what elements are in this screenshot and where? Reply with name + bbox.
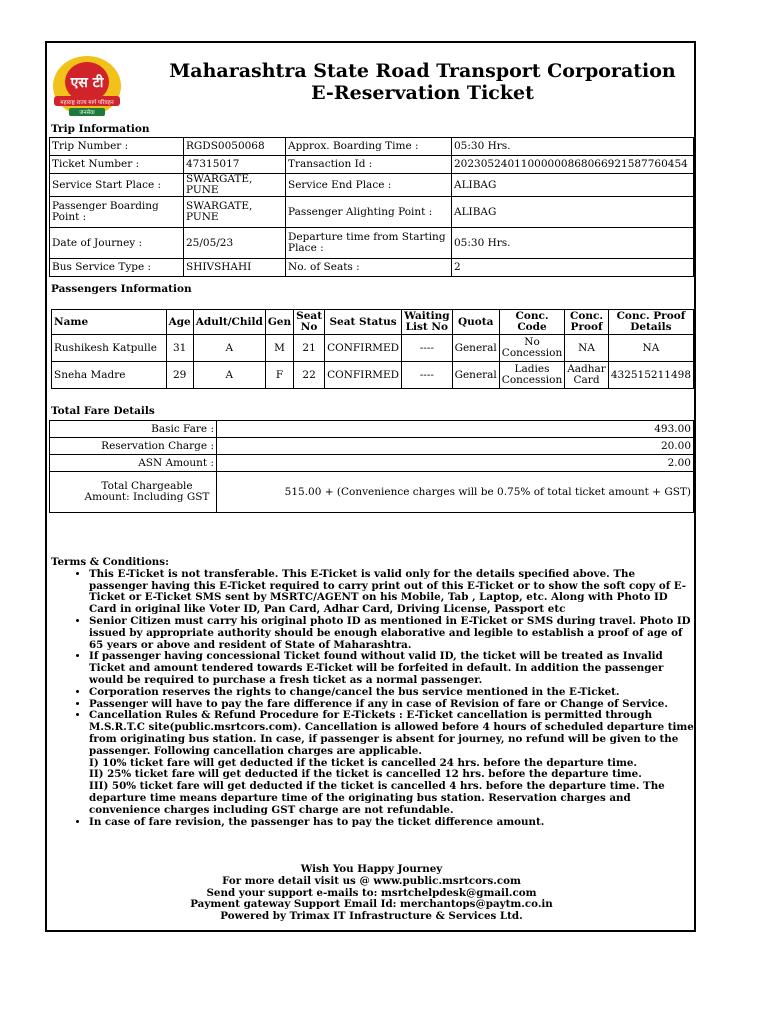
fare-value: 20.00 (217, 438, 694, 455)
table-cell: 29 (166, 362, 193, 389)
trip-value: 20230524011000000868066921587760454 (452, 156, 694, 174)
table-cell: General (452, 335, 499, 362)
trip-label: Passenger Boarding Point : (50, 197, 184, 228)
table-cell: A (193, 335, 265, 362)
fare-row (50, 438, 694, 455)
column-header: Seat No (294, 310, 325, 335)
svg-text:महाराष्ट्र राज्य मार्ग परिवहन: महाराष्ट्र राज्य मार्ग परिवहन (60, 100, 114, 106)
trip-row (50, 228, 694, 259)
footer-line: Wish You Happy Journey (300, 863, 443, 875)
svg-text:एस टी: एस टी (70, 75, 104, 91)
fare-row (50, 421, 694, 438)
trip-value: 05:30 Hrs. (452, 228, 694, 259)
trip-label: Approx. Boarding Time : (286, 138, 452, 156)
terms-conditions (51, 557, 694, 828)
trip-value: 47315017 (184, 156, 286, 174)
table-cell: 31 (166, 335, 193, 362)
column-header: Conc. Proof (565, 310, 609, 335)
fare-heading: Total Fare Details (51, 405, 155, 417)
table-cell: General (452, 362, 499, 389)
footer-line: Payment gateway Support Email Id: merchantops@paytm.co.in (190, 898, 553, 911)
table-row (52, 335, 694, 362)
footer-line: Powered by Trimax IT Infrastructure & Services Ltd. (220, 910, 523, 923)
trip-value: RGDS0050068 (184, 138, 286, 156)
trip-value: ALIBAG (452, 174, 694, 197)
table-cell: 432515211498 (608, 362, 693, 389)
terms-item: • If passenger having concessional Ticket found without valid ID, the ticket will be treated as Invalid Ticket and amount tendered towards E-Ticket will be forfeited in default. In addition the passenger would be required to purchase a fresh ticket as a normal passenger. (89, 651, 694, 686)
footer (49, 864, 694, 923)
fare-label: Total Chargeable Amount: Including GST (50, 472, 217, 513)
fare-label: Basic Fare : (50, 421, 217, 438)
trip-value: 05:30 Hrs. (452, 138, 694, 156)
page-subtitle: E-Reservation Ticket (311, 82, 534, 104)
trip-heading: Trip Information (51, 123, 150, 135)
fare-table (49, 420, 694, 513)
table-cell: 22 (294, 362, 325, 389)
trip-value: SWARGATE, PUNE (184, 197, 286, 228)
fare-value: 493.00 (217, 421, 694, 438)
table-cell: ---- (402, 335, 453, 362)
table-cell: CONFIRMED (325, 362, 402, 389)
cancellation-rule: III) 50% ticket fare will get deducted if the ticket is cancelled 4 hrs. before the departure time. The departure time means departure time of the originating bus station. Reservation charges and convenience charges including GST charge are not refundable. (89, 780, 665, 816)
terms-item: • Passenger will have to pay the fare difference if any in case of Revision of fare or Change of Service. (89, 699, 694, 711)
trip-table (49, 137, 694, 277)
trip-row (50, 156, 694, 174)
fare-row (50, 472, 694, 513)
trip-row (50, 259, 694, 277)
table-cell: 21 (294, 335, 325, 362)
footer-line: Send your support e-mails to: msrtchelpdesk@gmail.com (206, 886, 537, 899)
cancellation-rule: I) 10% ticket fare will get deducted if the ticket is cancelled 24 hrs. before the departure time. (89, 756, 637, 769)
trip-row (50, 174, 694, 197)
trip-value: 25/05/23 (184, 228, 286, 259)
table-cell: Aadhar Card (565, 362, 609, 389)
trip-label: Date of Journey : (50, 228, 184, 259)
svg-text:जनसेवा: जनसेवा (79, 110, 95, 116)
fare-value: 2.00 (217, 455, 694, 472)
terms-item: • Corporation reserves the rights to change/cancel the bus service mentioned in the E-Ticket. (89, 687, 694, 699)
trip-value: SWARGATE, PUNE (184, 174, 286, 197)
table-cell: ---- (402, 362, 453, 389)
trip-row (50, 197, 694, 228)
trip-label: No. of Seats : (286, 259, 452, 277)
trip-label: Ticket Number : (50, 156, 184, 174)
column-header: Conc. Proof Details (608, 310, 693, 335)
trip-row (50, 138, 694, 156)
footer-line: For more detail visit us @ www.public.msrtcors.com (222, 874, 521, 887)
page-title: Maharashtra State Road Transport Corporation (169, 60, 676, 82)
trip-value: 2 (452, 259, 694, 277)
trip-label: Service Start Place : (50, 174, 184, 197)
trip-value: SHIVSHAHI (184, 259, 286, 277)
trip-label: Bus Service Type : (50, 259, 184, 277)
table-cell: No Concession (499, 335, 564, 362)
column-header: Gen (265, 310, 293, 335)
column-header: Age (166, 310, 193, 335)
terms-heading: Terms & Conditions: (51, 556, 169, 568)
table-cell: Ladies Concession (499, 362, 564, 389)
table-cell: CONFIRMED (325, 335, 402, 362)
column-header: Waiting List No (402, 310, 453, 335)
terms-item: • Cancellation Rules & Refund Procedure for E-Tickets : E-Ticket cancellation is permitted through M.S.R.T.C site(public.msrtcors.com). Cancellation is allowed before 4 hours of scheduled departure time from originating bus station. In case, if passenger is absent for journey, no refund will be given to the passenger. Following cancellation charges are applicable. (89, 710, 694, 757)
terms-item: • This E-Ticket is not transferable. This E-Ticket is valid only for the details specified above. The passenger having this E-Ticket required to carry print out of this E-Ticket or to show the soft copy of E-Ticket or E-Ticket SMS sent by MSRTC/AGENT on his Mobile, Tab , Laptop, etc. Along with Photo ID Card in original like Voter ID, Pan Card, Adhar Card, Driving License, Passport etc (89, 569, 694, 616)
fare-value: 515.00 + (Convenience charges will be 0.75% of total ticket amount + GST) (217, 472, 694, 513)
fare-row (50, 455, 694, 472)
msrtc-logo-icon (51, 52, 123, 118)
column-header: Conc. Code (499, 310, 564, 335)
table-cell: Rushikesh Katpulle (52, 335, 167, 362)
trip-label: Trip Number : (50, 138, 184, 156)
fare-label: Reservation Charge : (50, 438, 217, 455)
table-cell: Sneha Madre (52, 362, 167, 389)
trip-label: Service End Place : (286, 174, 452, 197)
column-header: Seat Status (325, 310, 402, 335)
terms-item: • Senior Citizen must carry his original photo ID as mentioned in E-Ticket or SMS during travel. Photo ID issued by appropriate authority should be enough elaborative and legible to establish a proof of age of 65 years or above and resident of State of Maharashtra. (89, 616, 694, 651)
column-header: Quota (452, 310, 499, 335)
trip-label: Transaction Id : (286, 156, 452, 174)
passengers-heading: Passengers Information (51, 283, 192, 295)
fare-label: ASN Amount : (50, 455, 217, 472)
table-cell: NA (565, 335, 609, 362)
trip-label: Departure time from Starting Place : (286, 228, 452, 259)
table-cell: F (265, 362, 293, 389)
table-row (52, 362, 694, 389)
trip-label: Passenger Alighting Point : (286, 197, 452, 228)
table-cell: NA (608, 335, 693, 362)
column-header: Adult/Child (193, 310, 265, 335)
column-header: Name (52, 310, 167, 335)
cancellation-rule: II) 25% ticket fare will get deducted if the ticket is cancelled 12 hrs. before the departure time. (89, 768, 642, 781)
table-cell: M (265, 335, 293, 362)
passengers-table (51, 309, 694, 389)
terms-item: • In case of fare revision, the passenger has to pay the ticket difference amount. (89, 817, 694, 829)
trip-value: ALIBAG (452, 197, 694, 228)
table-cell: A (193, 362, 265, 389)
terms-list (51, 569, 694, 829)
